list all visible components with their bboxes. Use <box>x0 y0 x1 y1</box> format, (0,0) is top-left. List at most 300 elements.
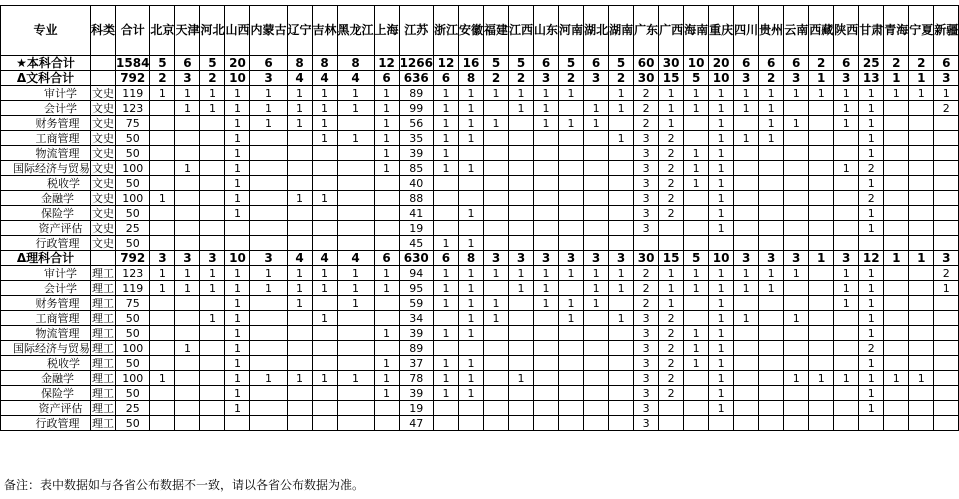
major-name-cell: 行政管理 <box>1 416 91 431</box>
province-quota-cell <box>175 221 200 236</box>
province-quota-cell: 1 <box>909 371 934 386</box>
province-quota-cell: 1 <box>609 311 634 326</box>
major-name-cell: 财务管理 <box>1 116 91 131</box>
province-quota-cell <box>809 341 834 356</box>
province-quota-cell: 3 <box>634 161 659 176</box>
table-row <box>1 266 959 281</box>
province-quota-cell <box>809 281 834 296</box>
province-quota-cell: 1 <box>200 86 225 101</box>
province-quota-cell: 1 <box>458 371 483 386</box>
province-quota-cell: 88 <box>399 191 433 206</box>
province-quota-cell: 1 <box>225 356 250 371</box>
province-quota-cell: 6 <box>433 251 458 266</box>
province-quota-cell <box>200 401 225 416</box>
column-header: 北京 <box>150 6 175 56</box>
province-quota-cell: 1 <box>684 146 709 161</box>
province-quota-cell <box>175 401 200 416</box>
province-quota-cell <box>150 326 175 341</box>
province-quota-cell: 1 <box>312 266 337 281</box>
province-quota-cell: 1 <box>374 131 399 146</box>
province-quota-cell <box>834 416 859 431</box>
province-quota-cell <box>337 401 374 416</box>
province-quota-cell <box>484 236 509 251</box>
province-quota-cell: 1 <box>225 146 250 161</box>
province-quota-cell <box>312 326 337 341</box>
province-quota-cell: 6 <box>534 56 559 71</box>
column-header: 内蒙古 <box>250 6 287 56</box>
province-quota-cell: 1 <box>584 296 609 311</box>
province-quota-cell: 3 <box>534 71 559 86</box>
province-quota-cell: 1 <box>200 311 225 326</box>
province-quota-cell <box>484 326 509 341</box>
province-quota-cell: 5 <box>684 71 709 86</box>
province-quota-cell: 3 <box>509 251 534 266</box>
province-quota-cell <box>287 386 312 401</box>
province-quota-cell <box>337 146 374 161</box>
major-name-cell: 审计学 <box>1 266 91 281</box>
province-quota-cell: 2 <box>659 326 684 341</box>
province-quota-cell <box>934 356 959 371</box>
province-quota-cell <box>225 236 250 251</box>
province-quota-cell <box>809 161 834 176</box>
province-quota-cell: 1 <box>175 161 200 176</box>
province-quota-cell: 3 <box>634 326 659 341</box>
province-quota-cell <box>175 236 200 251</box>
province-quota-cell: 30 <box>659 56 684 71</box>
province-quota-cell <box>458 176 483 191</box>
province-quota-cell <box>734 161 759 176</box>
major-name-cell: 财务管理 <box>1 296 91 311</box>
table-row <box>1 116 959 131</box>
province-quota-cell: 20 <box>709 56 734 71</box>
province-quota-cell <box>287 146 312 161</box>
province-quota-cell <box>559 341 584 356</box>
province-quota-cell <box>584 131 609 146</box>
province-quota-cell <box>509 311 534 326</box>
province-quota-cell <box>509 416 534 431</box>
province-quota-cell: 6 <box>784 56 809 71</box>
province-quota-cell: 1 <box>859 326 884 341</box>
province-quota-cell <box>534 161 559 176</box>
province-quota-cell <box>584 206 609 221</box>
column-header: 广东 <box>634 6 659 56</box>
province-quota-cell <box>659 221 684 236</box>
province-quota-cell: 1 <box>759 131 784 146</box>
province-quota-cell <box>834 326 859 341</box>
province-quota-cell <box>484 146 509 161</box>
province-quota-cell: 10 <box>225 251 250 266</box>
province-quota-cell: 4 <box>337 71 374 86</box>
province-quota-cell: 1 <box>150 86 175 101</box>
province-quota-cell <box>484 281 509 296</box>
province-quota-cell: 1 <box>250 86 287 101</box>
category-cell: 理工 <box>92 296 114 310</box>
province-quota-cell: 1 <box>225 161 250 176</box>
province-quota-cell: 1 <box>433 131 458 146</box>
province-quota-cell <box>884 191 909 206</box>
province-quota-cell: 1 <box>458 161 483 176</box>
province-quota-cell <box>734 236 759 251</box>
province-quota-cell: 2 <box>659 146 684 161</box>
footnote: 备注：表中数据如与各省公布数据不一致，请以各省公布数据为准。 <box>4 478 365 492</box>
province-quota-cell: 1 <box>859 311 884 326</box>
province-quota-cell <box>734 326 759 341</box>
province-quota-cell: 1 <box>909 71 934 86</box>
province-quota-cell: 4 <box>312 71 337 86</box>
province-quota-cell: 1 <box>374 101 399 116</box>
province-quota-cell <box>175 131 200 146</box>
province-quota-cell <box>559 176 584 191</box>
province-quota-cell <box>734 176 759 191</box>
province-quota-cell <box>909 131 934 146</box>
province-quota-cell: 1 <box>458 266 483 281</box>
province-quota-cell <box>337 176 374 191</box>
column-header: 海南 <box>684 6 709 56</box>
province-quota-cell: 1 <box>759 86 784 101</box>
province-quota-cell: 3 <box>584 251 609 266</box>
province-quota-cell <box>884 206 909 221</box>
major-name-cell: 行政管理 <box>1 236 91 251</box>
province-quota-cell: 1 <box>458 101 483 116</box>
province-quota-cell <box>509 296 534 311</box>
column-header: 青海 <box>884 6 909 56</box>
province-quota-cell <box>834 131 859 146</box>
column-header: 重庆 <box>709 6 734 56</box>
province-quota-cell <box>609 356 634 371</box>
province-quota-cell <box>250 191 287 206</box>
province-quota-cell: 3 <box>759 251 784 266</box>
province-quota-cell <box>684 401 709 416</box>
province-quota-cell: 2 <box>150 71 175 86</box>
province-quota-cell <box>225 416 250 431</box>
province-quota-cell <box>312 161 337 176</box>
province-quota-cell: 3 <box>250 71 287 86</box>
province-quota-cell: 1 <box>225 206 250 221</box>
province-quota-cell: 1 <box>859 401 884 416</box>
province-quota-cell <box>909 176 934 191</box>
province-quota-cell <box>759 401 784 416</box>
province-quota-cell <box>584 86 609 101</box>
province-quota-cell: 2 <box>884 56 909 71</box>
province-quota-cell: 2 <box>659 341 684 356</box>
table-row <box>1 326 959 341</box>
province-quota-cell <box>374 221 399 236</box>
province-quota-cell <box>433 206 458 221</box>
total-cell: 50 <box>116 206 150 221</box>
province-quota-cell: 56 <box>399 116 433 131</box>
province-quota-cell: 1 <box>225 401 250 416</box>
province-quota-cell: 3 <box>734 71 759 86</box>
province-quota-cell <box>458 191 483 206</box>
province-quota-cell: 1 <box>225 101 250 116</box>
province-quota-cell <box>884 236 909 251</box>
province-quota-cell <box>759 416 784 431</box>
province-quota-cell: 5 <box>684 251 709 266</box>
province-quota-cell: 1 <box>312 311 337 326</box>
column-header: 合计 <box>116 6 150 56</box>
province-quota-cell: 1 <box>659 281 684 296</box>
province-quota-cell <box>734 356 759 371</box>
province-quota-cell: 3 <box>734 251 759 266</box>
province-quota-cell <box>175 386 200 401</box>
total-cell: 119 <box>116 86 150 101</box>
province-quota-cell <box>734 221 759 236</box>
province-quota-cell <box>934 221 959 236</box>
province-quota-cell: 1 <box>809 371 834 386</box>
province-quota-cell <box>759 146 784 161</box>
province-quota-cell <box>584 401 609 416</box>
column-header: 西藏 <box>809 6 834 56</box>
province-quota-cell: 1 <box>225 296 250 311</box>
province-quota-cell <box>784 386 809 401</box>
table-row <box>1 281 959 296</box>
table-row <box>1 161 959 176</box>
province-quota-cell <box>759 176 784 191</box>
province-quota-cell <box>312 416 337 431</box>
province-quota-cell: 1 <box>709 311 734 326</box>
province-quota-cell: 1 <box>458 326 483 341</box>
province-quota-cell <box>559 146 584 161</box>
province-quota-cell <box>759 356 784 371</box>
province-quota-cell <box>609 386 634 401</box>
province-quota-cell: 1 <box>834 161 859 176</box>
category-cell: 文史 <box>92 101 114 115</box>
province-quota-cell <box>312 386 337 401</box>
province-quota-cell: 1 <box>509 281 534 296</box>
province-quota-cell: 1 <box>709 221 734 236</box>
province-quota-cell: 30 <box>634 251 659 266</box>
province-quota-cell <box>287 206 312 221</box>
province-quota-cell <box>484 416 509 431</box>
province-quota-cell: 1 <box>709 401 734 416</box>
province-quota-cell <box>809 131 834 146</box>
province-quota-cell <box>534 146 559 161</box>
province-quota-cell <box>250 416 287 431</box>
province-quota-cell <box>150 101 175 116</box>
province-quota-cell: 1 <box>458 386 483 401</box>
province-quota-cell: 1 <box>584 281 609 296</box>
province-quota-cell: 1 <box>458 296 483 311</box>
category-cell <box>91 71 116 86</box>
province-quota-cell <box>175 116 200 131</box>
province-quota-cell <box>150 131 175 146</box>
province-quota-cell <box>784 236 809 251</box>
province-quota-cell: 1 <box>609 266 634 281</box>
province-quota-cell <box>287 341 312 356</box>
province-quota-cell: 1 <box>884 86 909 101</box>
province-quota-cell <box>250 221 287 236</box>
province-quota-cell <box>287 326 312 341</box>
province-quota-cell: 1266 <box>399 55 433 70</box>
province-quota-cell <box>509 356 534 371</box>
province-quota-cell <box>337 416 374 431</box>
province-quota-cell: 5 <box>559 56 584 71</box>
province-quota-cell: 1 <box>934 281 959 296</box>
province-quota-cell <box>287 416 312 431</box>
total-cell: 123 <box>116 266 150 281</box>
province-quota-cell <box>175 191 200 206</box>
province-quota-cell: 1 <box>809 71 834 86</box>
province-quota-cell: 2 <box>509 71 534 86</box>
province-quota-cell <box>934 416 959 431</box>
province-quota-cell: 47 <box>399 416 433 431</box>
province-quota-cell <box>934 401 959 416</box>
province-quota-cell: 1 <box>534 296 559 311</box>
category-cell: 理工 <box>92 281 114 295</box>
province-quota-cell <box>509 116 534 131</box>
province-quota-cell <box>150 221 175 236</box>
province-quota-cell: 1 <box>433 161 458 176</box>
column-header: 湖南 <box>609 6 634 56</box>
province-quota-cell: 1 <box>734 281 759 296</box>
province-quota-cell <box>809 296 834 311</box>
province-quota-cell <box>884 416 909 431</box>
province-quota-cell: 6 <box>250 56 287 71</box>
province-quota-cell: 3 <box>784 251 809 266</box>
province-quota-cell <box>684 191 709 206</box>
province-quota-cell: 3 <box>934 71 959 86</box>
province-quota-cell <box>659 236 684 251</box>
province-quota-cell <box>834 146 859 161</box>
table-row <box>1 86 959 101</box>
province-quota-cell: 2 <box>634 116 659 131</box>
province-quota-cell <box>534 191 559 206</box>
province-quota-cell: 1 <box>834 101 859 116</box>
province-quota-cell <box>934 326 959 341</box>
province-quota-cell <box>884 326 909 341</box>
province-quota-cell <box>684 206 709 221</box>
province-quota-cell: 20 <box>225 56 250 71</box>
province-quota-cell <box>684 416 709 431</box>
province-quota-cell <box>759 341 784 356</box>
column-header: 科类 <box>91 6 116 56</box>
province-quota-cell: 1 <box>659 296 684 311</box>
province-quota-cell <box>484 356 509 371</box>
category-cell: 理工 <box>92 326 114 340</box>
province-quota-cell <box>175 311 200 326</box>
province-quota-cell <box>809 146 834 161</box>
province-quota-cell <box>150 416 175 431</box>
province-quota-cell <box>559 236 584 251</box>
province-quota-cell: 1 <box>684 101 709 116</box>
category-cell: 文史 <box>92 206 114 220</box>
province-quota-cell: 1 <box>458 281 483 296</box>
province-quota-cell <box>200 371 225 386</box>
province-quota-cell: 1 <box>312 281 337 296</box>
table-row <box>1 356 959 371</box>
province-quota-cell: 1 <box>312 101 337 116</box>
column-header: 浙江 <box>433 6 458 56</box>
total-cell: 50 <box>116 176 150 191</box>
column-header: 福建 <box>484 6 509 56</box>
province-quota-cell <box>759 386 784 401</box>
province-quota-cell: 1 <box>559 266 584 281</box>
province-quota-cell: 85 <box>399 161 433 176</box>
province-quota-cell: 2 <box>634 101 659 116</box>
province-quota-cell: 1 <box>859 371 884 386</box>
province-quota-cell: 1 <box>709 146 734 161</box>
total-cell: 50 <box>116 326 150 341</box>
total-cell: 75 <box>116 116 150 131</box>
province-quota-cell: 3 <box>634 311 659 326</box>
province-quota-cell: 3 <box>634 356 659 371</box>
province-quota-cell: 1 <box>684 86 709 101</box>
province-quota-cell: 1 <box>287 266 312 281</box>
province-quota-cell <box>337 341 374 356</box>
province-quota-cell: 1 <box>337 266 374 281</box>
column-header: 辽宁 <box>287 6 312 56</box>
province-quota-cell <box>150 401 175 416</box>
province-quota-cell <box>250 326 287 341</box>
province-quota-cell <box>312 401 337 416</box>
province-quota-cell <box>909 191 934 206</box>
province-quota-cell: 1 <box>759 281 784 296</box>
province-quota-cell: 1 <box>150 281 175 296</box>
province-quota-cell: 1 <box>559 296 584 311</box>
province-quota-cell: 39 <box>399 386 433 401</box>
province-quota-cell: 2 <box>759 71 784 86</box>
province-quota-cell <box>200 206 225 221</box>
province-quota-cell: 2 <box>809 56 834 71</box>
province-quota-cell <box>150 206 175 221</box>
province-quota-cell: 1 <box>834 86 859 101</box>
total-cell: 25 <box>116 401 150 416</box>
province-quota-cell <box>150 161 175 176</box>
province-quota-cell: 1 <box>834 371 859 386</box>
province-quota-cell: 6 <box>834 56 859 71</box>
province-quota-cell <box>859 416 884 431</box>
province-quota-cell: 1 <box>859 101 884 116</box>
category-cell <box>91 56 116 71</box>
province-quota-cell: 1 <box>150 371 175 386</box>
province-quota-cell <box>312 296 337 311</box>
province-quota-cell: 1 <box>559 116 584 131</box>
province-quota-cell: 1 <box>709 266 734 281</box>
province-quota-cell: 1 <box>834 296 859 311</box>
column-header: 江西 <box>509 6 534 56</box>
province-quota-cell: 16 <box>458 56 483 71</box>
province-quota-cell: 1 <box>884 371 909 386</box>
province-quota-cell: 1 <box>709 101 734 116</box>
province-quota-cell <box>884 341 909 356</box>
province-quota-cell: 1 <box>659 101 684 116</box>
major-name-cell: 会计学 <box>1 101 91 116</box>
column-header: 宁夏 <box>909 6 934 56</box>
province-quota-cell: 3 <box>150 251 175 266</box>
province-quota-cell <box>584 416 609 431</box>
province-quota-cell: 1 <box>859 281 884 296</box>
province-quota-cell: 1 <box>374 281 399 296</box>
province-quota-cell <box>759 161 784 176</box>
province-quota-cell: 1 <box>784 371 809 386</box>
total-cell: 50 <box>116 236 150 251</box>
province-quota-cell: 2 <box>484 71 509 86</box>
table-row <box>1 236 959 251</box>
province-quota-cell <box>784 356 809 371</box>
province-quota-cell <box>374 311 399 326</box>
province-quota-cell: 10 <box>709 71 734 86</box>
province-quota-cell: 1 <box>337 131 374 146</box>
province-quota-cell <box>287 176 312 191</box>
column-header: 陕西 <box>834 6 859 56</box>
province-quota-cell <box>484 371 509 386</box>
province-quota-cell <box>509 326 534 341</box>
province-quota-cell: 1 <box>759 266 784 281</box>
province-quota-cell <box>200 296 225 311</box>
province-quota-cell <box>433 191 458 206</box>
category-cell: 理工 <box>92 311 114 325</box>
province-quota-cell <box>909 161 934 176</box>
